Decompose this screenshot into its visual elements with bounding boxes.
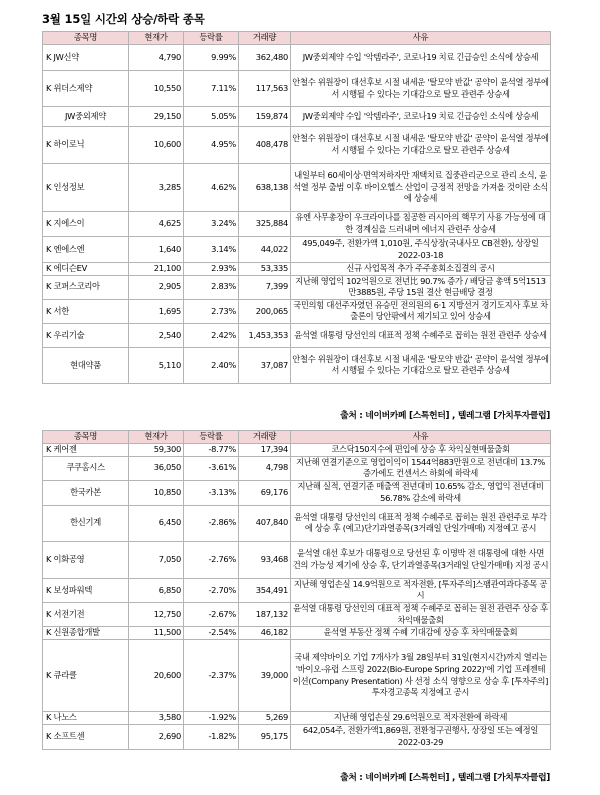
reason-text: 안철수 위원장이 대선후보 시절 내세운 '탈모약 반값' 공약이 윤석열 정부에서 시행될 수 있다는 기대감으로 탈모 관련주 상승세: [291, 71, 551, 107]
stock-name: K 나노스: [43, 712, 129, 725]
table-row: [43, 505, 551, 541]
reason-text: JW중외제약 수입 '악템라주', 코로나19 치료 긴급승인 소식에 상승세: [291, 45, 551, 71]
change-rate: 2.83%: [184, 275, 239, 299]
current-price: 11,500: [129, 627, 184, 640]
current-price: 3,580: [129, 712, 184, 725]
reason-text: 국민의힘 대선주자였던 유승민 전의원의 6·1 지방선거 경기도지사 후보 차출론이 당안팎에서 제기되고 있어 상승세: [291, 299, 551, 323]
stock-name: K 위더스제약: [43, 71, 129, 107]
table-row: [43, 71, 551, 107]
table-row: [43, 164, 551, 212]
stock-name: K 케어젠: [43, 444, 129, 457]
table-row: [43, 212, 551, 237]
change-rate: 7.11%: [184, 71, 239, 107]
table-row: [43, 127, 551, 164]
change-rate: -2.67%: [184, 602, 239, 626]
trade-volume: 95,175: [239, 724, 291, 749]
trade-volume: 93,468: [239, 541, 291, 578]
current-price: 1,695: [129, 299, 184, 323]
current-price: 10,850: [129, 480, 184, 505]
reason-text: 642,054주, 전환가액1,869원, 전환청구권행사, 상장일 또는 예정일 2022-03-29: [291, 724, 551, 749]
table-row: [43, 627, 551, 640]
change-rate: -2.54%: [184, 627, 239, 640]
reason-text: 윤석열 대통령 당선인의 대표적 정책 수혜주로 꼽히는 원전 관련주로 부각에 상승 후 (예고)단기과열종목(3거래일 단일가매매) 지정예고 공시: [291, 505, 551, 541]
rising-stocks-table: [42, 31, 551, 384]
table-row: [43, 724, 551, 749]
table-header-row: [43, 32, 551, 45]
change-rate: -8.77%: [184, 444, 239, 457]
change-rate: -1.82%: [184, 724, 239, 749]
current-price: 4,790: [129, 45, 184, 71]
reason-text: 지난해 영업손실 14.9억원으로 적자전환, [투자주의]스팸관여과다종목 공시: [291, 578, 551, 602]
current-price: 20,600: [129, 640, 184, 712]
table-row: [43, 107, 551, 127]
stock-name: K 하이로닉: [43, 127, 129, 164]
source-caption: 출처 : 네이버카페 [스톡헌터] , 텔레그램 [가치투자클럽]: [340, 773, 550, 783]
trade-volume: 37,087: [239, 347, 291, 383]
reason-text: 코스닥150지수에 편입에 상승 후 차익실현매물출회: [291, 444, 551, 457]
trade-volume: 362,480: [239, 45, 291, 71]
reason-text: 안철수 위원장이 대선후보 시절 내세운 '탈모약 반값' 공약이 윤석열 정부에서 시행될 수 있다는 기대감으로 탈모 관련주 상승세: [291, 127, 551, 164]
stock-name: K 서전기전: [43, 602, 129, 626]
stock-name: K 지에스이: [43, 212, 129, 237]
trade-volume: 407,840: [239, 505, 291, 541]
table-row: [43, 456, 551, 480]
header-rate: 등락률: [184, 32, 239, 45]
header-reason: 사유: [291, 32, 551, 45]
table-row: [43, 263, 551, 276]
current-price: 2,690: [129, 724, 184, 749]
trade-volume: 187,132: [239, 602, 291, 626]
change-rate: 4.95%: [184, 127, 239, 164]
change-rate: -3.13%: [184, 480, 239, 505]
table-row: [43, 541, 551, 578]
table-row: [43, 712, 551, 725]
trade-volume: 5,269: [239, 712, 291, 725]
stock-name: K 이화공영: [43, 541, 129, 578]
table-row: [43, 640, 551, 712]
header-rate: 등락률: [184, 431, 239, 444]
change-rate: 2.73%: [184, 299, 239, 323]
current-price: 5,110: [129, 347, 184, 383]
trade-volume: 354,491: [239, 578, 291, 602]
stock-name: 현대약품: [43, 347, 129, 383]
stock-name: K 신원종합개발: [43, 627, 129, 640]
table-row: [43, 275, 551, 299]
stock-name: K 에디슨EV: [43, 263, 129, 276]
current-price: 29,150: [129, 107, 184, 127]
change-rate: -2.37%: [184, 640, 239, 712]
current-price: 6,850: [129, 578, 184, 602]
falling-stocks-table: [42, 430, 551, 750]
stock-name: 쿠쿠홈시스: [43, 456, 129, 480]
header-name: 종목명: [43, 431, 129, 444]
reason-text: 지난해 영업손실 29.6억원으로 적자전환에 하락세: [291, 712, 551, 725]
current-price: 10,600: [129, 127, 184, 164]
current-price: 12,750: [129, 602, 184, 626]
current-price: 2,540: [129, 323, 184, 347]
change-rate: -2.76%: [184, 541, 239, 578]
change-rate: 4.62%: [184, 164, 239, 212]
stock-name: K JW신약: [43, 45, 129, 71]
header-price: 현재가: [129, 32, 184, 45]
page-title: 3월 15일 시간외 상승/하락 종목: [42, 12, 205, 26]
stock-name: JW중외제약: [43, 107, 129, 127]
stock-name: K 우리기술: [43, 323, 129, 347]
stock-name: K 코퍼스코리아: [43, 275, 129, 299]
change-rate: 2.40%: [184, 347, 239, 383]
change-rate: -1.92%: [184, 712, 239, 725]
trade-volume: 44,022: [239, 237, 291, 263]
stock-name: 한국카본: [43, 480, 129, 505]
header-reason: 사유: [291, 431, 551, 444]
trade-volume: 53,335: [239, 263, 291, 276]
reason-text: 지난해 실적, 연결기준 매출액 전년대비 10.65% 감소, 영업익 전년대비 56.78% 감소에 하락세: [291, 480, 551, 505]
reason-text: 윤석열 대통령 당선인의 대표적 정책 수혜주로 꼽히는 원전 관련주 상승 후 차익매물출회: [291, 602, 551, 626]
stock-name: K 인성정보: [43, 164, 129, 212]
reason-text: 지난해 연결기준으로 영업이익이 1544억883만원으로 전년대비 13.7% 증가에도 컨센서스 하회에 하락세: [291, 456, 551, 480]
stock-name: K 서한: [43, 299, 129, 323]
stock-name: K 엔에스엔: [43, 237, 129, 263]
table-row: [43, 480, 551, 505]
change-rate: 5.05%: [184, 107, 239, 127]
change-rate: 3.14%: [184, 237, 239, 263]
table-row: [43, 237, 551, 263]
trade-volume: 4,798: [239, 456, 291, 480]
change-rate: 2.42%: [184, 323, 239, 347]
header-volume: 거래량: [239, 32, 291, 45]
reason-text: 안철수 위원장이 대선후보 시절 내세운 '탈모약 반값' 공약이 윤석열 정부에서 시행될 수 있다는 기대감으로 탈모 관련주 상승세: [291, 347, 551, 383]
reason-text: 신규 사업목적 추가 주주총회소집결의 공시: [291, 263, 551, 276]
trade-volume: 408,478: [239, 127, 291, 164]
table-row: [43, 299, 551, 323]
reason-text: JW중외제약 수입 '악템라주', 코로나19 치료 긴급승인 소식에 상승세: [291, 107, 551, 127]
change-rate: 9.99%: [184, 45, 239, 71]
stock-name: K 큐라클: [43, 640, 129, 712]
current-price: 59,300: [129, 444, 184, 457]
current-price: 6,450: [129, 505, 184, 541]
trade-volume: 39,000: [239, 640, 291, 712]
change-rate: -2.86%: [184, 505, 239, 541]
reason-text: 윤석열 대선 후보가 대통령으로 당선된 후 이명박 전 대통령에 대한 사면 건의 가능성 제기에 상승 후, 단기과열종목(3거래일 단일가매매) 지정 공시: [291, 541, 551, 578]
reason-text: 윤석열 대통령 당선인의 대표적 정책 수혜주로 꼽히는 원전 관련주 상승세: [291, 323, 551, 347]
current-price: 21,100: [129, 263, 184, 276]
trade-volume: 7,399: [239, 275, 291, 299]
trade-volume: 46,182: [239, 627, 291, 640]
reason-text: 국내 제약바이오 기업 7개사가 3월 28일부터 31일(현지시간)까지 열리는 '바이오-유럽 스프링 2022(Bio-Europe Spring 2022)'에 기업 프레젠테이션(Company Presentation) 사 선정 소식 영향으로 상승 후 [투자주의]투자경고종목 지정예고 공시: [291, 640, 551, 712]
trade-volume: 200,065: [239, 299, 291, 323]
table-row: [43, 578, 551, 602]
current-price: 7,050: [129, 541, 184, 578]
trade-volume: 1,453,353: [239, 323, 291, 347]
table-row: [43, 444, 551, 457]
reason-text: 윤석열 부동산 정책 수혜 기대감에 상승 후 차익매물출회: [291, 627, 551, 640]
trade-volume: 17,394: [239, 444, 291, 457]
change-rate: -3.61%: [184, 456, 239, 480]
reason-text: 내일부터 60세이상·면역저하자만 재택치료 집중관리군으로 관리 소식, 윤석열 정부 출범 이후 바이오헬스 산업이 긍정적 전망을 가져올 것이란 소식에 상승세: [291, 164, 551, 212]
header-volume: 거래량: [239, 431, 291, 444]
trade-volume: 638,138: [239, 164, 291, 212]
table-row: [43, 45, 551, 71]
table-row: [43, 347, 551, 383]
reason-text: 지난해 영업익 102억원으로 전년比 90.7% 증가 / 배당금 총액 5억1513만3885원, 주당 15원 결산 현금배당 결정: [291, 275, 551, 299]
table-row: [43, 323, 551, 347]
stock-name: K 소프트센: [43, 724, 129, 749]
trade-volume: 159,874: [239, 107, 291, 127]
reason-text: 유엔 사무총장이 우크라이나를 침공한 러시아의 핵무기 사용 가능성에 대한 경계심을 드러내며 에너지 관련주 상승세: [291, 212, 551, 237]
current-price: 10,550: [129, 71, 184, 107]
reason-text: 495,049주, 전환가액 1,010원, 주식상장(국내사모 CB전환), 상장일 2022-03-18: [291, 237, 551, 263]
current-price: 36,050: [129, 456, 184, 480]
header-name: 종목명: [43, 32, 129, 45]
source-caption: 출처 : 네이버카페 [스톡헌터] , 텔레그램 [가치투자클럽]: [340, 411, 550, 421]
header-price: 현재가: [129, 431, 184, 444]
change-rate: 3.24%: [184, 212, 239, 237]
change-rate: -2.70%: [184, 578, 239, 602]
stock-name: 한신기계: [43, 505, 129, 541]
trade-volume: 117,563: [239, 71, 291, 107]
table-header-row: [43, 431, 551, 444]
trade-volume: 69,176: [239, 480, 291, 505]
table-row: [43, 602, 551, 626]
current-price: 3,285: [129, 164, 184, 212]
trade-volume: 325,884: [239, 212, 291, 237]
current-price: 4,625: [129, 212, 184, 237]
stock-name: K 보성파워텍: [43, 578, 129, 602]
current-price: 1,640: [129, 237, 184, 263]
current-price: 2,905: [129, 275, 184, 299]
change-rate: 2.93%: [184, 263, 239, 276]
